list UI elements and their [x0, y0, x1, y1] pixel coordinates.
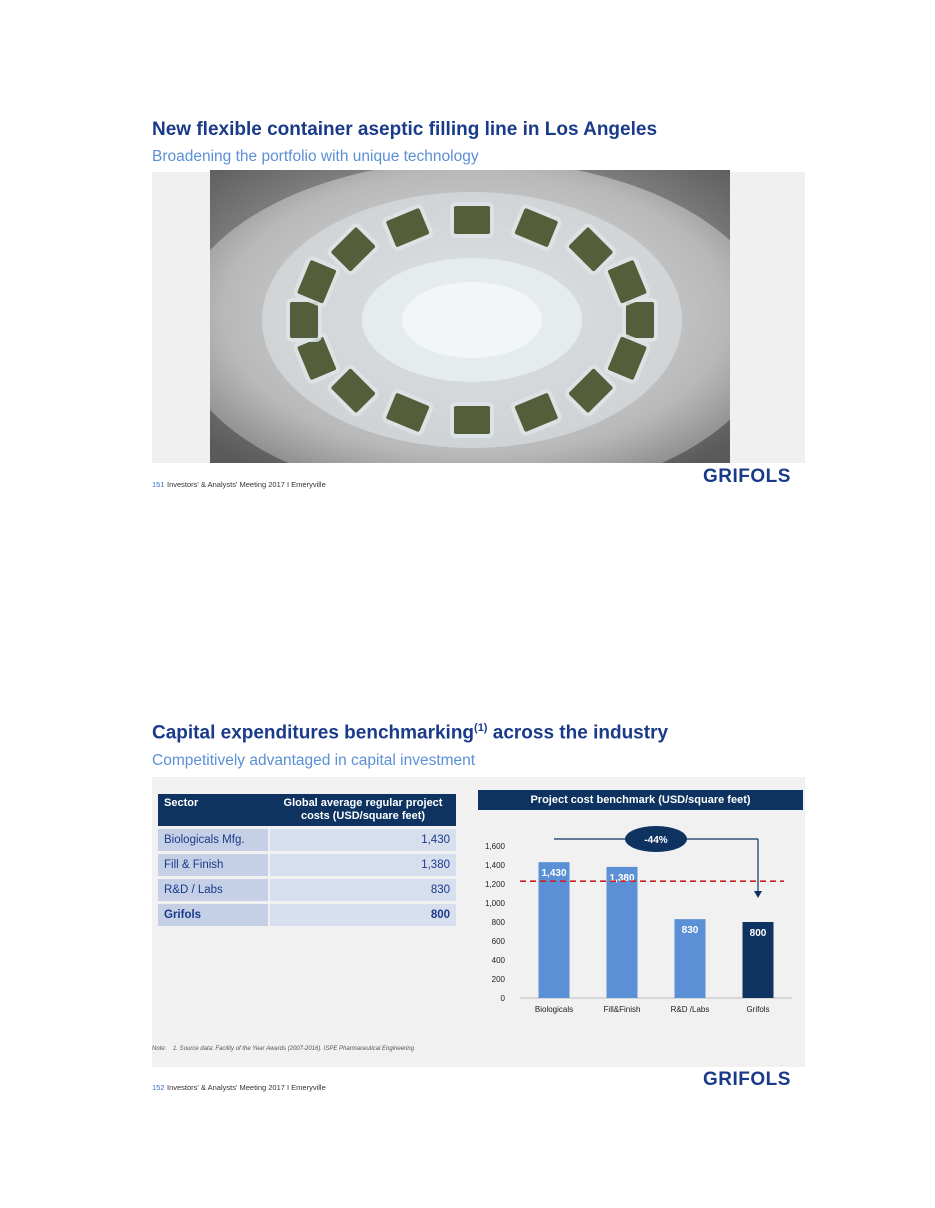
table-cell-value: 1,380	[270, 854, 456, 876]
table-cell-value: 800	[270, 904, 456, 926]
table-cell-sector: Fill & Finish	[158, 854, 270, 876]
x-tick-label: Grifols	[746, 1005, 770, 1014]
slide2-page-number: 152	[152, 1083, 165, 1092]
y-tick-label: 1,600	[484, 842, 505, 851]
y-tick-label: 1,200	[484, 880, 505, 889]
annotation-arrow-head	[754, 891, 762, 898]
slide2-grifols-logo: GRIFOLS	[703, 1069, 791, 1090]
benchmark-bar-chart	[478, 815, 805, 1025]
table-cell-value: 1,430	[270, 829, 456, 851]
table-cell-sector: R&D / Labs	[158, 879, 270, 901]
cost-table	[158, 791, 456, 929]
table-header-cost: Global average regular project costs (USD/square feet)	[270, 794, 456, 826]
x-tick-label: R&D /Labs	[670, 1005, 710, 1014]
pouch	[624, 300, 656, 340]
footnote-marker: (1)	[474, 722, 488, 734]
slide1-title: New flexible container aseptic filling line in Los Angeles	[152, 119, 658, 140]
bar-data-label: 1,430	[541, 868, 567, 880]
slide2-title: Capital expenditures benchmarking$^{(1)}$ across the industry	[152, 722, 669, 744]
source-note: Note: 1. Source data: Facility of the Year Awards (2007-2016). ISPE Pharmaceutical Engineering	[152, 1046, 415, 1052]
y-tick-label: 0	[500, 994, 505, 1003]
pouch	[452, 204, 492, 236]
slide1-subtitle: Broadening the portfolio with unique technology	[152, 148, 479, 165]
chart-header: Project cost benchmark (USD/square feet)	[478, 790, 803, 810]
table-row	[158, 879, 456, 901]
filling-line-photo	[210, 170, 730, 463]
pouch	[288, 300, 320, 340]
slide1-grifols-logo: GRIFOLS	[703, 466, 791, 487]
slide2-footer-text: Investors' & Analysts' Meeting 2017 I Emeryville	[167, 1083, 326, 1092]
slide2-subtitle: Competitively advantaged in capital investment	[152, 752, 476, 769]
y-tick-label: 1,000	[484, 899, 505, 908]
bar	[607, 867, 638, 998]
table-row	[158, 854, 456, 876]
y-tick-label: 400	[491, 956, 505, 965]
slide1-footer-text: Investors' & Analysts' Meeting 2017 I Emeryville	[167, 480, 326, 489]
annotation-label: -44%	[644, 835, 668, 846]
y-tick-label: 600	[491, 937, 505, 946]
table-cell-value: 830	[270, 879, 456, 901]
bar	[539, 862, 570, 998]
bar-data-label: 800	[749, 928, 767, 939]
slide1-page-number: 151	[152, 480, 165, 489]
table-cell-sector: Biologicals Mfg.	[158, 829, 270, 851]
table-cell-sector: Grifols	[158, 904, 270, 926]
bar-data-label: 830	[681, 925, 699, 937]
y-tick-label: 200	[491, 975, 505, 984]
x-tick-label: Fill&Finish	[603, 1005, 641, 1014]
bar-data-label: 1,380	[609, 872, 635, 884]
table-row	[158, 904, 456, 926]
y-tick-label: 1,400	[484, 861, 505, 870]
pouch	[452, 404, 492, 436]
y-tick-label: 800	[491, 918, 505, 927]
table-header-sector: Sector	[158, 794, 270, 826]
x-tick-label: Biologicals	[534, 1005, 574, 1014]
table-row	[158, 829, 456, 851]
